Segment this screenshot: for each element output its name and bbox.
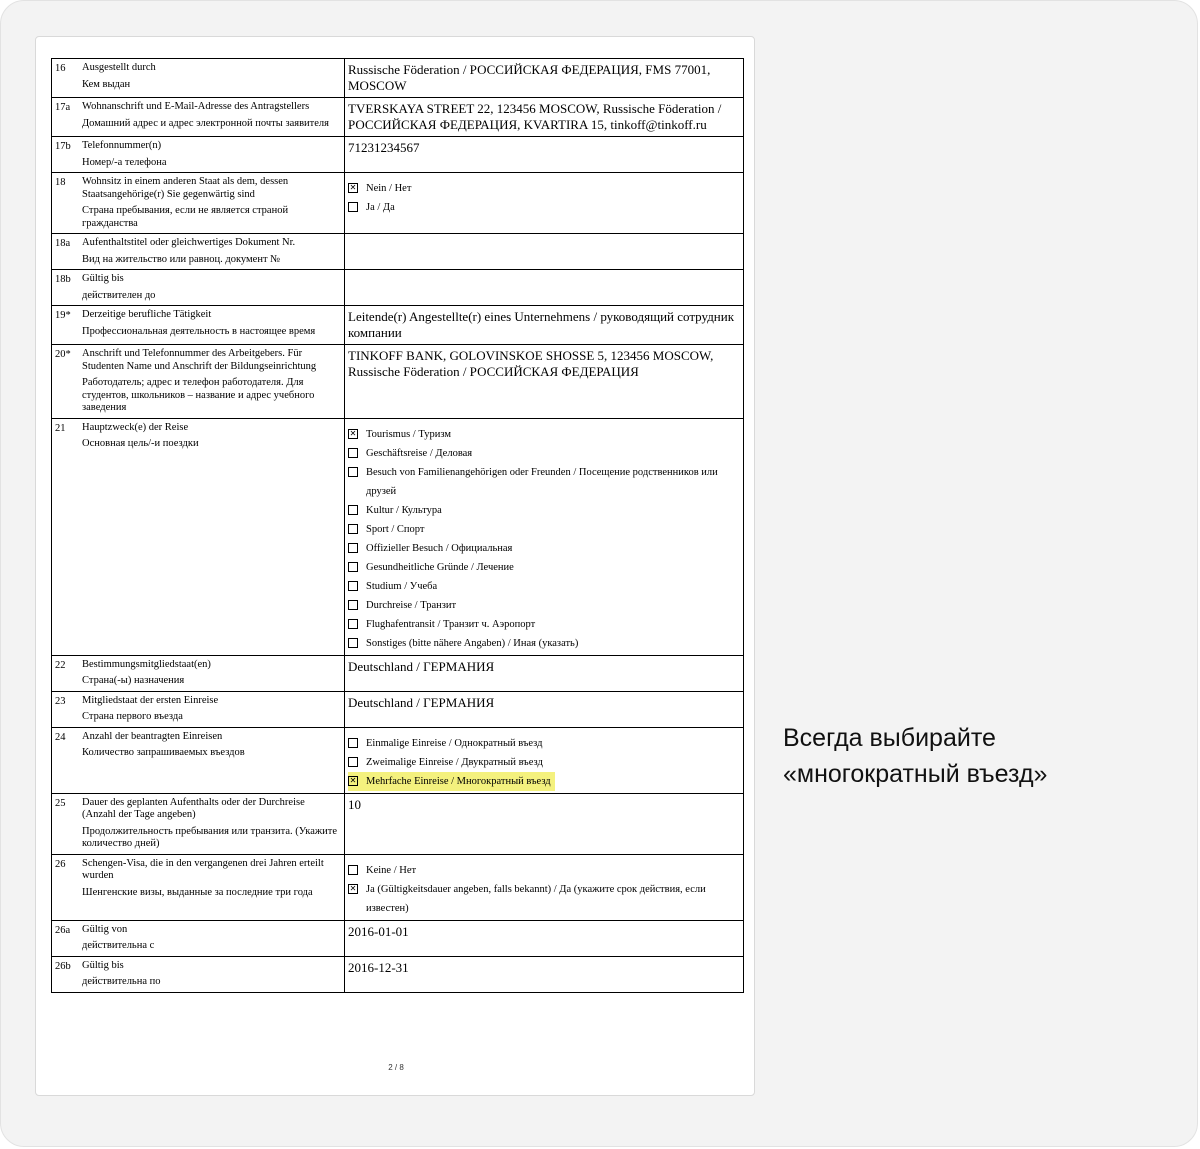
field-label-ru: действительна по [82,976,161,987]
field-label-de: Wohnsitz in einem anderen Staat als dem, dessen Staatsangehörige(r) Sie gegenwärtig sind [82,176,289,200]
checkbox-option[interactable] [348,615,739,634]
field-label-de: Anschrift und Telefonnummer des Arbeitgebers. Für Studenten Name und Anschrift der Bildungseinrichtung [82,348,317,372]
field-label-cell [52,727,345,793]
checked-checkbox-icon[interactable]: ✕ [349,428,357,438]
checkbox-label: Zweimalige Einreise / Двукратный въезд [366,756,543,768]
field-value-cell [345,920,744,956]
field-number: 18 [55,177,66,188]
field-value-cell [345,234,744,270]
field-value-cell [345,655,744,691]
checkbox-option[interactable] [348,880,739,918]
field-number: 20* [55,349,71,360]
document-page [35,36,755,1096]
unchecked-checkbox-icon[interactable] [348,757,358,767]
checkbox-option[interactable] [348,179,739,198]
checkbox-option[interactable] [348,596,739,615]
field-label-cell [52,920,345,956]
form-row [52,306,744,345]
field-label-de: Ausgestellt durch [82,62,156,73]
checkbox-option[interactable] [348,577,739,596]
unchecked-checkbox-icon[interactable] [348,448,358,458]
checkbox-option[interactable] [348,634,739,653]
field-label-cell [52,234,345,270]
field-number: 18b [55,274,71,285]
field-label-de: Gültig bis [82,959,124,971]
field-number: 19* [55,310,71,321]
unchecked-checkbox-icon[interactable] [348,638,358,648]
field-label-cell [52,137,345,173]
field-label-ru: Работодатель; адрес и телефон работодателя. Для студентов, школьников – название и адрес учебного заведения [82,377,315,413]
field-label-de: Telefonnummer(n) [82,140,162,151]
checked-checkbox-icon[interactable]: ✕ [349,775,357,785]
field-label-ru: Вид на жительство или равноц. документ № [82,253,281,265]
checkbox-option[interactable] [348,520,739,539]
field-number: 17a [55,102,71,113]
form-row [52,956,744,992]
field-value: Russische Föderation / РОССИЙСКАЯ ФЕДЕРАЦИЯ, FMS 77001, MOSCOW [348,62,711,93]
checkbox-option[interactable] [348,861,739,880]
field-label-de: Aufenthaltstitel oder gleichwertiges Dokument Nr. [82,237,296,248]
field-value-cell [345,691,744,727]
field-label-de: Hauptzweck(e) der Reise [82,421,189,433]
form-row [52,418,744,655]
field-label-de: Bestimmungsmitgliedstaat(en) [82,658,211,670]
checkbox-option[interactable] [348,772,739,791]
checkbox-option[interactable] [348,558,739,577]
unchecked-checkbox-icon[interactable] [348,543,358,553]
checkbox-label: Ja (Gültigkeitsdauer angeben, falls bekannt) / Да (укажите срок действия, если известен) [366,883,706,914]
checkbox-label: Besuch von Familienangehörigen oder Freunden / Посещение родственников или друзей [366,466,718,497]
field-label-cell [52,173,345,234]
field-number: 25 [55,797,66,809]
checkbox-option[interactable] [348,753,739,772]
field-value: TINKOFF BANK, GOLOVINSKOE SHOSSE 5, 123456 MOSCOW, Russische Föderation / РОССИЙСКАЯ ФЕДЕРАЦИЯ [348,348,714,379]
checkbox-label: Kultur / Культура [366,504,442,516]
checkbox-option[interactable] [348,501,739,520]
checked-checkbox-icon[interactable]: ✕ [349,183,357,192]
field-number: 26b [55,960,71,972]
unchecked-checkbox-icon[interactable] [348,581,358,591]
checkbox-option[interactable] [348,425,739,444]
form-row [52,727,744,793]
field-value-cell [345,727,744,793]
unchecked-checkbox-icon[interactable] [348,865,358,875]
form-row [52,234,744,270]
field-number: 26 [55,858,66,870]
field-value-cell [345,854,744,920]
field-value-cell [345,345,744,419]
form-row [52,59,744,98]
field-label-cell [52,306,345,345]
checkbox-label: Offizieller Besuch / Официальная [366,542,513,554]
checkbox-label: Sport / Спорт [366,523,425,535]
checkbox-label: Tourismus / Туризм [366,428,452,440]
checkbox-label: Mehrfache Einreise / Многократный въезд [366,775,551,787]
checkbox-label: Studium / Учеба [366,580,438,592]
unchecked-checkbox-icon[interactable] [348,505,358,515]
field-label-ru: Страна пребывания, если не является страной гражданства [82,205,289,229]
field-value-cell [345,270,744,306]
form-row [52,691,744,727]
form-row [52,793,744,854]
checkbox-option[interactable] [348,198,739,217]
field-label-cell [52,793,345,854]
field-label-cell [52,691,345,727]
field-value-cell [345,418,744,655]
checked-checkbox-icon[interactable]: ✕ [349,883,357,893]
field-label-ru: Домашний адрес и адрес электронной почты заявителя [82,117,329,129]
field-value-cell [345,306,744,345]
field-value-cell [345,793,744,854]
field-value-cell [345,59,744,98]
field-value-cell [345,98,744,137]
checkbox-label: Flughafentransit / Транзит ч. Аэропорт [366,618,536,630]
form-row [52,98,744,137]
field-label-ru: действительна с [82,940,155,951]
form-row [52,655,744,691]
field-label-de: Gültig von [82,923,128,935]
checkbox-option[interactable] [348,539,739,558]
field-number: 23 [55,695,66,707]
field-label-ru: Кем выдан [82,78,131,90]
field-label-cell [52,418,345,655]
form-row [52,270,744,306]
field-label-de: Mitgliedstaat der ersten Einreise [82,694,219,706]
field-number: 24 [55,731,66,743]
unchecked-checkbox-icon[interactable] [348,738,358,748]
field-label-de: Wohnanschrift und E-Mail-Adresse des Antragstellers [82,101,310,112]
field-label-ru: Страна первого въезда [82,711,183,722]
field-value [345,270,743,276]
checkbox-label: Einmalige Einreise / Однократный въезд [366,737,543,749]
unchecked-checkbox-icon[interactable] [348,524,358,534]
field-value: 10 [348,796,361,812]
visa-form-table [51,58,744,993]
caption-text: Всегда выбирайте «многократный въезд» [783,724,1048,788]
field-label-cell [52,956,345,992]
unchecked-checkbox-icon[interactable] [348,562,358,572]
checkbox-option[interactable] [348,734,739,753]
checkbox-label: Sonstiges (bitte nähere Angaben) / Иная (указать) [366,637,579,649]
field-label-ru: Страна(-ы) назначения [82,675,185,686]
unchecked-checkbox-icon[interactable] [348,467,358,477]
field-label-de: Derzeitige berufliche Tätigkeit [82,309,212,320]
field-label-ru: Шенгенские визы, выданные за последние три года [82,886,313,898]
field-label-cell [52,655,345,691]
field-value-cell [345,173,744,234]
unchecked-checkbox-icon[interactable] [348,202,358,212]
field-number: 18a [55,238,71,249]
field-number: 22 [55,659,66,671]
field-number: 26a [55,924,71,936]
page-number: 2 / 8 [388,1063,404,1072]
checkbox-label: Nein / Нет [366,183,412,194]
field-label-ru: Количество запрашиваемых въездов [82,747,245,758]
checkbox-label: Durchreise / Транзит [366,599,457,611]
unchecked-checkbox-icon[interactable] [348,619,358,629]
field-label-de: Anzahl der beantragten Einreisen [82,730,223,742]
unchecked-checkbox-icon[interactable] [348,600,358,610]
field-number: 21 [55,422,66,434]
checkbox-label: Keine / Нет [366,864,417,876]
field-label-ru: Продолжительность пребывания или транзита. (Укажите количество дней) [82,825,337,849]
field-label-de: Gültig bis [82,273,124,284]
field-label-ru: Основная цель/-и поездки [82,438,199,449]
checkbox-label: Gesundheitliche Gründe / Лечение [366,561,514,573]
field-value: 2016-12-31 [348,959,409,975]
field-value: TVERSKAYA STREET 22, 123456 MOSCOW, Russische Föderation / РОССИЙСКАЯ ФЕДЕРАЦИЯ, KVARTIRA 15, tinkoff@tinkoff.ru [348,101,722,132]
field-label-ru: Номер/-а телефона [82,156,167,168]
field-value: Deutschland / ГЕРМАНИЯ [348,694,495,710]
field-value-cell [345,137,744,173]
field-number: 17b [55,141,71,152]
highlighted-option [348,772,555,791]
field-label-ru: Профессиональная деятельность в настоящее время [82,325,316,337]
field-label-ru: действителен до [82,289,156,301]
form-row [52,854,744,920]
form-row [52,137,744,173]
checkbox-label: Ja / Да [366,202,395,213]
field-value [345,234,743,240]
field-value: 71231234567 [348,140,420,155]
form-row [52,173,744,234]
field-value: 2016-01-01 [348,923,409,939]
form-row [52,345,744,419]
checkbox-option[interactable] [348,463,739,501]
field-label-cell [52,98,345,137]
field-label-cell [52,854,345,920]
field-label-cell [52,59,345,98]
checkbox-option[interactable] [348,444,739,463]
field-value: Leitende(r) Angestellte(r) eines Unternehmens / руководящий сотрудник компании [348,309,735,340]
field-label-de: Dauer des geplanten Aufenthalts oder der Durchreise (Anzahl der Tage angeben) [82,796,305,820]
field-value-cell [345,956,744,992]
form-row [52,920,744,956]
field-label-cell [52,270,345,306]
field-number: 16 [55,63,66,74]
field-label-cell [52,345,345,419]
field-label-de: Schengen-Visa, die in den vergangenen drei Jahren erteilt wurden [82,857,324,881]
checkbox-label: Geschäftsreise / Деловая [366,447,473,459]
field-value: Deutschland / ГЕРМАНИЯ [348,658,495,674]
